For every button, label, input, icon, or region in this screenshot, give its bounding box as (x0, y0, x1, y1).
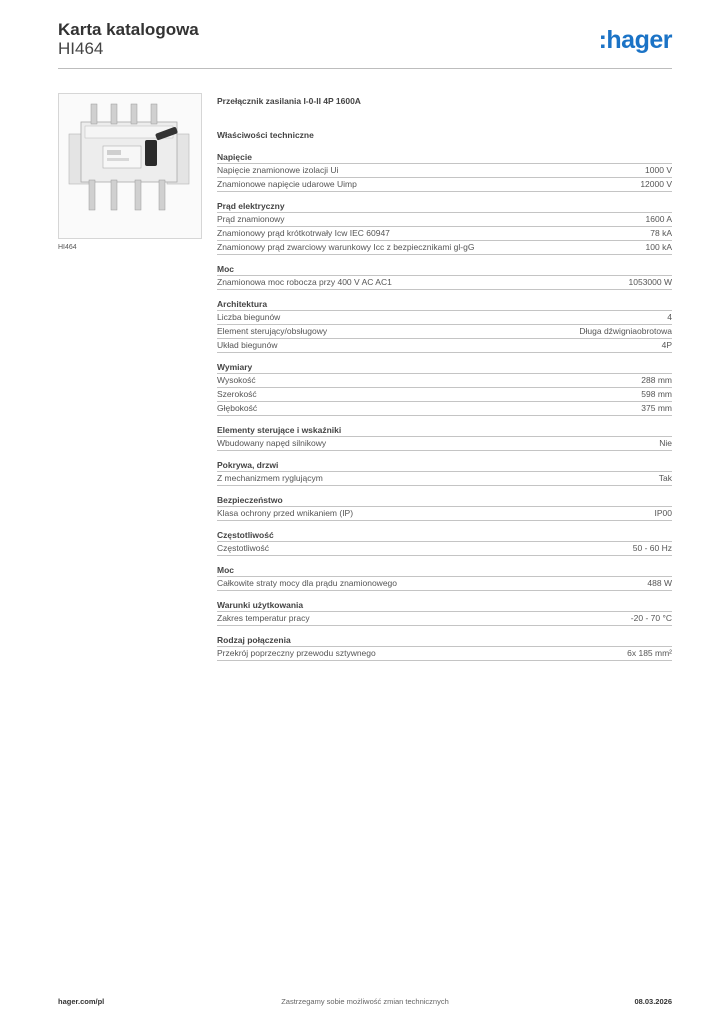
footer-disclaimer: Zastrzegamy sobie możliwość zmian technicznych (281, 997, 449, 1006)
spec-row (217, 542, 672, 556)
product-image (58, 93, 202, 239)
spec-row (217, 472, 672, 486)
spec-value: 100 kA (645, 242, 672, 252)
spec-row (217, 577, 672, 591)
spec-group (217, 263, 672, 290)
spec-group-title: Warunki użytkowania (217, 599, 672, 612)
spec-group (217, 361, 672, 416)
spec-row (217, 507, 672, 521)
spec-group (217, 298, 672, 353)
spec-value: 4P (661, 340, 672, 350)
specification-table (217, 95, 672, 661)
spec-row (217, 612, 672, 626)
spec-value: 375 mm (641, 403, 672, 413)
spec-row (217, 374, 672, 388)
spec-row (217, 325, 672, 339)
spec-group-title: Moc (217, 263, 672, 276)
spec-value: Nie (659, 438, 672, 448)
spec-value: 50 - 60 Hz (632, 543, 672, 553)
spec-group-title: Napięcie (217, 151, 672, 164)
spec-group (217, 564, 672, 591)
header-divider (58, 68, 672, 69)
spec-row (217, 311, 672, 325)
spec-group-title: Moc (217, 564, 672, 577)
spec-value: 488 W (647, 578, 672, 588)
spec-group-title: Bezpieczeństwo (217, 494, 672, 507)
spec-label: Z mechanizmem ryglującym (217, 473, 323, 483)
product-code: HI464 (58, 39, 104, 58)
footer-date: 08.03.2026 (634, 997, 672, 1006)
spec-label: Częstotliwość (217, 543, 269, 553)
spec-label: Znamionowy prąd zwarciowy warunkowy Icc z bezpiecznikami gl-gG (217, 242, 475, 252)
spec-group (217, 529, 672, 556)
spec-group (217, 151, 672, 192)
spec-row (217, 178, 672, 192)
page-header (58, 20, 672, 68)
page-footer (58, 997, 672, 1009)
spec-label: Zakres temperatur pracy (217, 613, 310, 623)
spec-group (217, 200, 672, 255)
spec-label: Przekrój poprzeczny przewodu sztywnego (217, 648, 376, 658)
spec-label: Znamionowa moc robocza przy 400 V AC AC1 (217, 277, 392, 287)
document-title: Karta katalogowa (58, 20, 199, 39)
spec-label: Wbudowany napęd silnikowy (217, 438, 327, 448)
footer-website: hager.com/pl (58, 997, 105, 1006)
spec-label: Znamionowy prąd krótkotrwały Icw IEC 60947 (217, 228, 390, 238)
spec-row (217, 437, 672, 451)
spec-label: Szerokość (217, 389, 257, 399)
spec-label: Element sterujący/obsługowy (217, 326, 328, 336)
spec-group (217, 424, 672, 451)
spec-value: Długa dźwigniaobrotowa (579, 326, 672, 336)
spec-label: Całkowite straty mocy dla prądu znamionowego (217, 578, 398, 588)
spec-label: Liczba biegunów (217, 312, 281, 322)
spec-value: IP00 (654, 508, 672, 518)
spec-value: 12000 V (640, 179, 672, 189)
section-heading: Właściwości techniczne (217, 130, 314, 140)
spec-value: 288 mm (641, 375, 672, 385)
spec-group (217, 599, 672, 626)
spec-group-title: Prąd elektryczny (217, 200, 672, 213)
spec-label: Napięcie znamionowe izolacji Ui (217, 165, 339, 175)
spec-group-title: Elementy sterujące i wskaźniki (217, 424, 672, 437)
spec-value: 1000 V (645, 165, 672, 175)
spec-row (217, 388, 672, 402)
spec-row (217, 227, 672, 241)
spec-row (217, 339, 672, 353)
spec-value: Tak (658, 473, 672, 483)
spec-group-title: Pokrywa, drzwi (217, 459, 672, 472)
product-name: Przełącznik zasilania I-0-II 4P 1600A (217, 96, 361, 106)
spec-value: -20 - 70 °C (630, 613, 672, 623)
spec-value: 1053000 W (628, 277, 672, 287)
spec-value: 598 mm (641, 389, 672, 399)
spec-group-title: Architektura (217, 298, 672, 311)
spec-label: Prąd znamionowy (217, 214, 285, 224)
spec-value: 4 (667, 312, 672, 322)
spec-group-title: Wymiary (217, 361, 672, 374)
logo-text: hager (606, 26, 672, 54)
spec-row (217, 241, 672, 255)
spec-label: Klasa ochrony przed wnikaniem (IP) (217, 508, 354, 518)
spec-group-title: Rodzaj połączenia (217, 634, 672, 647)
hager-logo: :hager (598, 26, 672, 54)
spec-value: 1600 A (645, 214, 672, 224)
spec-group-title: Częstotliwość (217, 529, 672, 542)
spec-row (217, 402, 672, 416)
spec-label: Układ biegunów (217, 340, 278, 350)
spec-row (217, 213, 672, 227)
spec-row (217, 164, 672, 178)
spec-group (217, 459, 672, 486)
spec-row (217, 276, 672, 290)
spec-group (217, 634, 672, 661)
spec-value: 6x 185 mm² (627, 648, 672, 658)
spec-label: Wysokość (217, 375, 256, 385)
spec-value: 78 kA (650, 228, 672, 238)
spec-row (217, 647, 672, 661)
spec-label: Głębokość (217, 403, 258, 413)
switch-illustration (59, 94, 201, 238)
spec-label: Znamionowe napięcie udarowe Uimp (217, 179, 357, 189)
spec-group (217, 494, 672, 521)
image-caption: HI464 (58, 244, 77, 251)
spec-groups (217, 151, 672, 661)
